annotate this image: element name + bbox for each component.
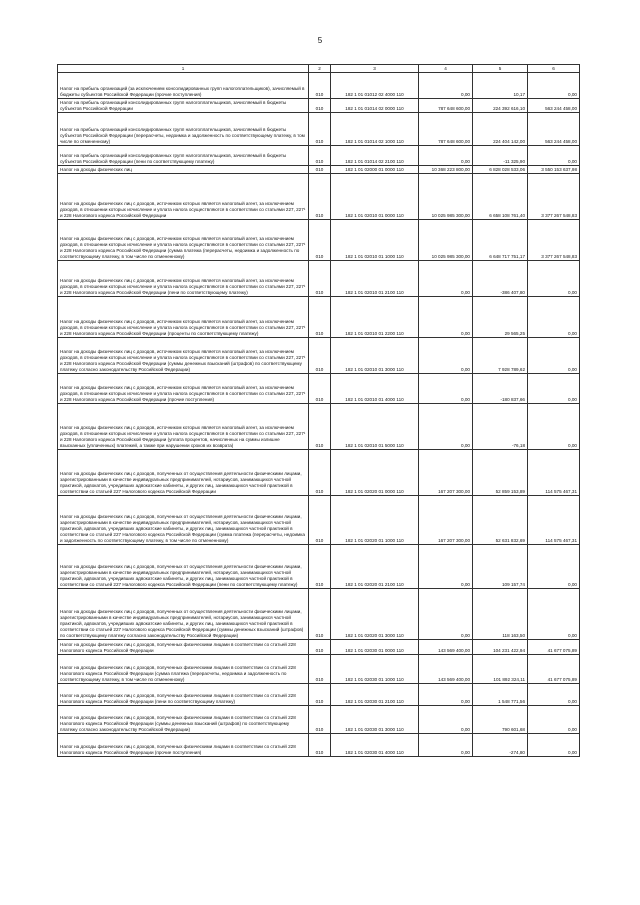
- row-approved-amount: 0,00: [419, 404, 473, 450]
- row-line-code: 010: [309, 545, 331, 589]
- row-name: Налог на доходы физических лиц с доходов, полученных физическими лицами в соответствии со статьей 228 Налогового кодекса Российской Федерации (суммы денежных взысканий (штрафов) по соответствующему платежу согласно законодательству Российской Федерации): [58, 706, 309, 734]
- row-executed-amount: -11 325,90: [473, 146, 528, 166]
- row-line-code: 010: [309, 496, 331, 545]
- row-unexecuted-amount: 3 377 267 548,83: [528, 174, 580, 220]
- row-executed-amount: 6 658 108 761,40: [473, 174, 528, 220]
- row-budget-code: 182 1 01 02020 01 3000 110: [331, 589, 419, 640]
- row-unexecuted-amount: 41 677 075,89: [528, 640, 580, 655]
- row-line-code: 010: [309, 655, 331, 684]
- row-budget-code: 182 1 01 02010 01 0000 110: [331, 174, 419, 220]
- row-budget-code: 182 1 01 02010 01 4000 110: [331, 374, 419, 404]
- row-line-code: 010: [309, 734, 331, 757]
- row-name: Налог на доходы физических лиц с доходов, полученных физическими лицами в соответствии со статьей 228 Налогового кодекса Российской Федерации (пени по соответствующему платежу): [58, 684, 309, 706]
- row-unexecuted-amount: 41 677 075,89: [528, 655, 580, 684]
- row-budget-code: 182 1 01 02010 01 5000 110: [331, 404, 419, 450]
- row-executed-amount: -386 407,80: [473, 261, 528, 297]
- row-unexecuted-amount: 0,00: [528, 589, 580, 640]
- row-budget-code: 182 1 01 02010 01 1000 110: [331, 220, 419, 261]
- row-name: Налог на доходы физических лиц с доходов, источником которых является налоговый агент, за исключением доходов, в отношении которых исчисление и уплата налога осуществляются в соответствии со статьями 227, 227¹ и 228 Налогового кодекса Российской Федерации (проценты по соответствующему платежу): [58, 297, 309, 338]
- row-approved-amount: 10 025 985 300,00: [419, 174, 473, 220]
- row-budget-code: 182 1 01 02030 01 4000 110: [331, 734, 419, 757]
- row-line-code: 010: [309, 261, 331, 297]
- row-line-code: 010: [309, 297, 331, 338]
- row-executed-amount: 790 601,68: [473, 706, 528, 734]
- row-executed-amount: -180 837,66: [473, 374, 528, 404]
- row-executed-amount: 6 828 028 533,06: [473, 166, 528, 174]
- row-executed-amount: 10,17: [473, 73, 528, 99]
- row-name: Налог на доходы физических лиц с доходов, полученных физическими лицами в соответствии со статьей 228 Налогового кодекса Российской Федерации (сумма платежа (перерасчеты, недоимка и задолженность по соответствующему платежу, в том числе по отмененному): [58, 655, 309, 684]
- row-approved-amount: 787 648 600,00: [419, 99, 473, 113]
- row-budget-code: 182 1 01 02020 01 1000 110: [331, 496, 419, 545]
- row-unexecuted-amount: 0,00: [528, 545, 580, 589]
- table-row: [58, 374, 580, 404]
- row-budget-code: 182 1 01 02030 01 0000 110: [331, 640, 419, 655]
- row-approved-amount: 0,00: [419, 684, 473, 706]
- row-unexecuted-amount: 0,00: [528, 261, 580, 297]
- row-name: Налог на прибыль организаций консолидированных групп налогоплательщиков, зачисляемый в бюджеты субъектов Российской Федерации: [58, 99, 309, 113]
- row-executed-amount: 224 404 142,00: [473, 113, 528, 146]
- column-header-4: 4: [419, 65, 473, 73]
- row-budget-code: 182 1 01 01014 02 1000 110: [331, 113, 419, 146]
- row-budget-code: 182 1 01 02010 01 2200 110: [331, 297, 419, 338]
- row-approved-amount: 167 207 300,00: [419, 496, 473, 545]
- table-row: [58, 734, 580, 757]
- table-row: [58, 220, 580, 261]
- row-line-code: 010: [309, 684, 331, 706]
- row-name: Налог на доходы физических лиц с доходов, источником которых является налоговый агент, за исключением доходов, в отношении которых исчисление и уплата налога осуществляются в соответствии со статьями 227, 227¹ и 228 Налогового кодекса Российской Федерации (прочие поступления): [58, 374, 309, 404]
- table-row: [58, 261, 580, 297]
- row-unexecuted-amount: 114 575 467,31: [528, 496, 580, 545]
- row-approved-amount: 787 648 600,00: [419, 113, 473, 146]
- row-name: Налог на доходы физических лиц с доходов, полученных от осуществления деятельности физическими лицами, зарегистрированными в качестве индивидуальных предпринимателей, нотариусов, занимающихся частной практикой, адвокатов, учредивших адвокатские кабинеты, и других лиц, занимающихся частной практикой в соответствии со статьей 227 Налогового кодекса Российской Федерации (сумма платежа (перерасчеты, недоимка и задолженность по соответствующему платежу, в том числе по отмененному): [58, 496, 309, 545]
- row-line-code: 010: [309, 640, 331, 655]
- row-approved-amount: 0,00: [419, 338, 473, 374]
- row-unexecuted-amount: 0,00: [528, 684, 580, 706]
- table-row: [58, 338, 580, 374]
- column-header-1: 1: [58, 65, 309, 73]
- row-name: Налог на прибыль организаций консолидированных групп налогоплательщиков, зачисляемый в бюджеты субъектов Российской Федерации (перерасчеты, недоимка и задолженность по соответствующему платежу, в том числе по отмененному): [58, 113, 309, 146]
- row-budget-code: 182 1 01 02020 01 0000 110: [331, 450, 419, 496]
- table-row: [58, 73, 580, 99]
- row-unexecuted-amount: 563 244 458,00: [528, 113, 580, 146]
- row-unexecuted-amount: 0,00: [528, 146, 580, 166]
- table-row: [58, 589, 580, 640]
- row-name: Налог на прибыль организаций (за исключением консолидированных групп налогоплательщиков), зачисляемый в бюджеты субъектов Российской Федерации (прочие поступления): [58, 73, 309, 99]
- row-approved-amount: 0,00: [419, 589, 473, 640]
- income-report-table: [57, 64, 580, 757]
- row-budget-code: 182 1 01 01014 02 0000 110: [331, 99, 419, 113]
- row-line-code: 010: [309, 338, 331, 374]
- row-name: Налог на доходы физических лиц с доходов, полученных физическими лицами в соответствии со статьей 228 Налогового кодекса Российской Федерации: [58, 640, 309, 655]
- row-unexecuted-amount: 3 377 267 548,83: [528, 220, 580, 261]
- row-line-code: 010: [309, 404, 331, 450]
- column-header-3: 3: [331, 65, 419, 73]
- row-line-code: 010: [309, 174, 331, 220]
- row-approved-amount: 0,00: [419, 706, 473, 734]
- row-approved-amount: 10 025 985 300,00: [419, 220, 473, 261]
- row-unexecuted-amount: 0,00: [528, 338, 580, 374]
- row-executed-amount: 224 392 616,10: [473, 99, 528, 113]
- row-budget-code: 182 1 01 02010 01 2100 110: [331, 261, 419, 297]
- row-budget-code: 182 1 01 02000 01 0000 110: [331, 166, 419, 174]
- row-budget-code: 182 1 01 02030 01 2100 110: [331, 684, 419, 706]
- row-name: Налог на доходы физических лиц с доходов, полученных от осуществления деятельности физическими лицами, зарегистрированными в качестве индивидуальных предпринимателей, нотариусов, занимающихся частной практикой, адвокатов, учредивших адвокатские кабинеты, и других лиц, занимающихся частной практикой в соответствии со статьей 227 Налогового кодекса Российской Федерации: [58, 450, 309, 496]
- row-name: Налог на прибыль организаций консолидированных групп налогоплательщиков, зачисляемый в бюджеты субъектов Российской Федерации (пени по соответствующему платежу): [58, 146, 309, 166]
- table-row: [58, 496, 580, 545]
- row-approved-amount: 10 368 223 800,00: [419, 166, 473, 174]
- row-name: Налог на доходы физических лиц с доходов, полученных физическими лицами в соответствии со статьей 228 Налогового кодекса Российской Федерации (прочие поступления): [58, 734, 309, 757]
- column-header-5: 5: [473, 65, 528, 73]
- row-executed-amount: 1 548 771,56: [473, 684, 528, 706]
- row-executed-amount: 104 231 422,94: [473, 640, 528, 655]
- row-name: Налог на доходы физических лиц с доходов, источником которых является налоговый агент, за исключением доходов, в отношении которых исчисление и уплата налога осуществляются в соответствии со статьями 227, 227¹ и 228 Налогового кодекса Российской Федерации: [58, 174, 309, 220]
- row-approved-amount: 0,00: [419, 146, 473, 166]
- row-approved-amount: 0,00: [419, 734, 473, 757]
- row-approved-amount: 143 569 400,00: [419, 640, 473, 655]
- row-executed-amount: 101 892 324,11: [473, 655, 528, 684]
- row-line-code: 010: [309, 220, 331, 261]
- row-unexecuted-amount: 3 550 153 637,98: [528, 166, 580, 174]
- row-executed-amount: 118 163,50: [473, 589, 528, 640]
- row-executed-amount: -274,80: [473, 734, 528, 757]
- row-line-code: 010: [309, 450, 331, 496]
- row-budget-code: 182 1 01 01012 02 4000 110: [331, 73, 419, 99]
- row-name: Налог на доходы физических лиц с доходов, источником которых является налоговый агент, за исключением доходов, в отношении которых исчисление и уплата налога осуществляются в соответствии со статьями 227, 227¹ и 228 Налогового кодекса Российской Федерации (сумма платежа (перерасчеты, недоимка и задолженность по соответствующему платежу, в том числе по отмененному): [58, 220, 309, 261]
- row-budget-code: 182 1 01 02010 01 3000 110: [331, 338, 419, 374]
- row-executed-amount: 52 631 832,69: [473, 496, 528, 545]
- page-number: 5: [317, 36, 323, 45]
- table-row: [58, 297, 580, 338]
- row-line-code: 010: [309, 589, 331, 640]
- row-executed-amount: 6 648 717 751,17: [473, 220, 528, 261]
- table-row: [58, 174, 580, 220]
- row-executed-amount: -76,18: [473, 404, 528, 450]
- table-row: [58, 113, 580, 146]
- row-line-code: 010: [309, 146, 331, 166]
- table-row: [58, 146, 580, 166]
- row-unexecuted-amount: 114 575 467,31: [528, 450, 580, 496]
- row-line-code: 010: [309, 73, 331, 99]
- row-line-code: 010: [309, 113, 331, 146]
- row-name: Налог на доходы физических лиц с доходов, источником которых является налоговый агент, за исключением доходов, в отношении которых исчисление и уплата налога осуществляются в соответствии со статьями 227, 227¹ и 228 Налогового кодекса Российской Федерации (уплата процентов, начисленных на суммы излишне взысканных (уплаченных) платежей, а также при нарушении сроков их возврата): [58, 404, 309, 450]
- row-unexecuted-amount: 563 244 458,00: [528, 99, 580, 113]
- column-header-2: 2: [309, 65, 331, 73]
- row-name: Налог на доходы физических лиц с доходов, источником которых является налоговый агент, за исключением доходов, в отношении которых исчисление и уплата налога осуществляются в соответствии со статьями 227, 227¹ и 228 Налогового кодекса Российской Федерации (пени по соответствующему платежу): [58, 261, 309, 297]
- row-unexecuted-amount: 0,00: [528, 297, 580, 338]
- row-unexecuted-amount: 0,00: [528, 374, 580, 404]
- row-line-code: 010: [309, 166, 331, 174]
- table-body: [58, 73, 580, 757]
- table-row: [58, 450, 580, 496]
- row-unexecuted-amount: 0,00: [528, 734, 580, 757]
- row-budget-code: 182 1 01 01014 02 2100 110: [331, 146, 419, 166]
- row-line-code: 010: [309, 374, 331, 404]
- row-name: Налог на доходы физических лиц с доходов, источником которых является налоговый агент, за исключением доходов, в отношении которых исчисление и уплата налога осуществляются в соответствии со статьями 227, 227¹ и 228 Налогового кодекса Российской Федерации (суммы денежных взысканий (штрафов) по соответствующему платежу согласно законодательству Российской Федерации): [58, 338, 309, 374]
- row-budget-code: 182 1 01 02020 01 2100 110: [331, 545, 419, 589]
- row-unexecuted-amount: 0,00: [528, 706, 580, 734]
- row-approved-amount: 0,00: [419, 297, 473, 338]
- row-executed-amount: 7 928 789,62: [473, 338, 528, 374]
- row-approved-amount: 0,00: [419, 261, 473, 297]
- row-unexecuted-amount: 0,00: [528, 404, 580, 450]
- table-row: [58, 166, 580, 174]
- row-approved-amount: 0,00: [419, 73, 473, 99]
- row-executed-amount: 109 157,74: [473, 545, 528, 589]
- row-approved-amount: 143 569 400,00: [419, 655, 473, 684]
- row-unexecuted-amount: 0,00: [528, 73, 580, 99]
- row-executed-amount: 29 565,25: [473, 297, 528, 338]
- table-row: [58, 655, 580, 684]
- row-line-code: 010: [309, 99, 331, 113]
- row-budget-code: 182 1 01 02030 01 1000 110: [331, 655, 419, 684]
- row-approved-amount: 167 207 300,00: [419, 450, 473, 496]
- row-name: Налог на доходы физических лиц: [58, 166, 309, 174]
- row-approved-amount: 0,00: [419, 374, 473, 404]
- table-row: [58, 99, 580, 113]
- table-row: [58, 706, 580, 734]
- row-budget-code: 182 1 01 02030 01 3000 110: [331, 706, 419, 734]
- table-row: [58, 684, 580, 706]
- table-row: [58, 404, 580, 450]
- table-row: [58, 640, 580, 655]
- row-name: Налог на доходы физических лиц с доходов, полученных от осуществления деятельности физическими лицами, зарегистрированными в качестве индивидуальных предпринимателей, нотариусов, занимающихся частной практикой, адвокатов, учредивших адвокатские кабинеты, и других лиц, занимающихся частной практикой в соответствии со статьей 227 Налогового кодекса Российской Федерации (суммы денежных взысканий (штрафов) по соответствующему платежу согласно законодательству Российской Федерации): [58, 589, 309, 640]
- row-executed-amount: 52 859 153,89: [473, 450, 528, 496]
- table-header-row: [58, 65, 580, 73]
- row-approved-amount: 0,00: [419, 545, 473, 589]
- table-row: [58, 545, 580, 589]
- column-header-6: 6: [528, 65, 580, 73]
- row-line-code: 010: [309, 706, 331, 734]
- row-name: Налог на доходы физических лиц с доходов, полученных от осуществления деятельности физическими лицами, зарегистрированными в качестве индивидуальных предпринимателей, нотариусов, занимающихся частной практикой, адвокатов, учредивших адвокатские кабинеты, и других лиц, занимающихся частной практикой в соответствии со статьей 227 Налогового кодекса Российской Федерации (пени по соответствующему платежу): [58, 545, 309, 589]
